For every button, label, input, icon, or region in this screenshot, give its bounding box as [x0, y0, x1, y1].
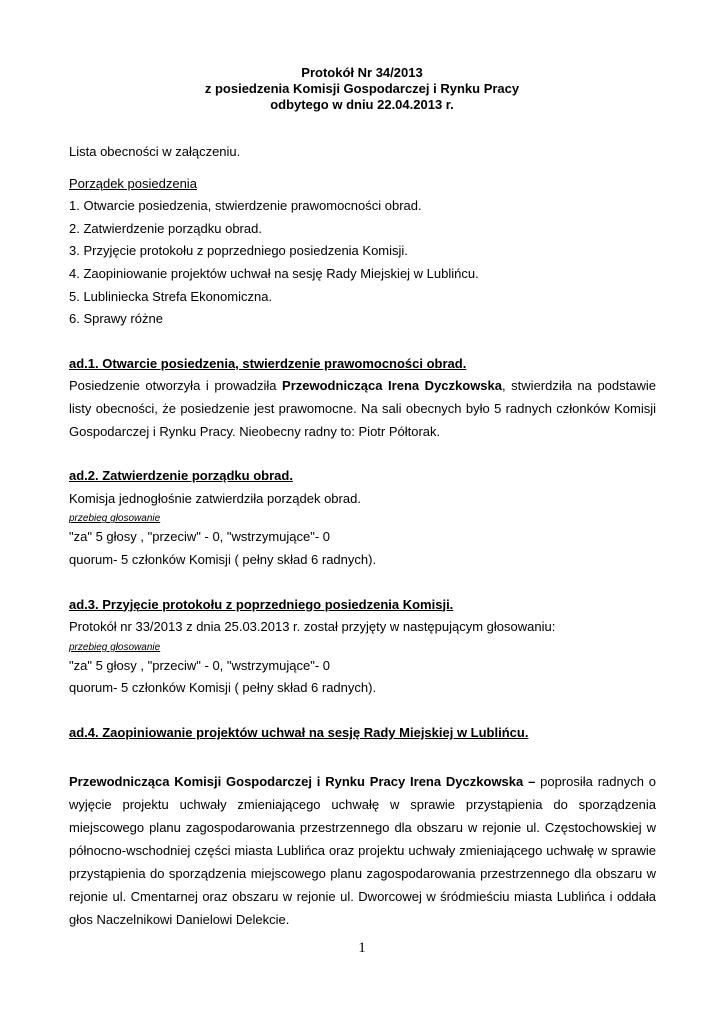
document-body — [69, 141, 656, 931]
ad4-paragraph — [69, 770, 656, 931]
attendance-note: Lista obecności w załączeniu. — [69, 144, 241, 159]
ad4-heading: ad.4. Zaopiniowanie projektów uchwał na sesję Rady Miejskiej w Lublińcu. — [69, 724, 529, 740]
ad3-votes: "za" 5 głosy , "przeciw" - 0, "wstrzymujące"- 0 — [69, 657, 331, 673]
agenda-item: 3. Przyjęcie protokołu z poprzedniego posiedzenia Komisji. — [69, 243, 408, 259]
ad1-heading: ad.1. Otwarcie posiedzenia, stwierdzenie prawomocności obrad. — [69, 355, 467, 371]
agenda-title: Porządek posiedzenia — [69, 175, 197, 191]
agenda-item: 6. Sprawy różne — [69, 311, 163, 327]
agenda-item: 2. Zatwierdzenie porządku obrad. — [69, 220, 262, 236]
ad1-text-start: Posiedzenie otworzyła i prowadziła — [69, 378, 283, 394]
protocol-title: Protokół Nr 34/2013 — [301, 65, 423, 80]
agenda-item: 4. Zaopiniowanie projektów uchwał na sesję Rady Miejskiej w Lublińcu. — [69, 265, 479, 281]
ad1-text-end: , stwierdziła na podstawie listy obecności, że posiedzenie jest prawomocne. Na sali obecnych było 5 radnych członków Komisji Gospodarczej i Rynku Pracy. Nieobecny radny to: Piotr Półtorak. — [69, 378, 656, 439]
agenda-item: 1. Otwarcie posiedzenia, stwierdzenie prawomocności obrad. — [69, 198, 422, 214]
page-number: 1 — [358, 940, 366, 956]
ad2-text: Komisja jednogłośnie zatwierdziła porządek obrad. — [69, 490, 361, 506]
document-header — [0, 65, 724, 113]
ad1-paragraph — [69, 375, 656, 443]
ad3-text: Protokół nr 33/2013 z dnia 25.03.2013 r. został przyjęty w następującym głosowaniu: — [69, 619, 556, 635]
ad3-vote-label: przebieg głosowanie — [69, 641, 161, 653]
ad3-quorum: quorum- 5 członków Komisji ( pełny skład 6 radnych). — [69, 680, 377, 696]
ad4-text: poprosiła radnych o wyjęcie projektu uchwały zmieniającego uchwałę w sprawie przystąpienia do sporządzenia miejscowego planu zagospodarowania przestrzennego dla obszaru w rejonie ul. Częstochowskiej w północno-wschodniej części miasta Lublińca oraz projektu uchwały zmieniającego uchwałę w sprawie przystąpienia do sporządzenia miejscowego planu zagospodarowania przestrzennego dla obszaru w rejonie ul. Cmentarnej oraz obszaru w rejonie ul. Dworcowej w śródmieściu miasta Lublińca i oddała głos Naczelnikowi Danielowi Delekcie. — [69, 774, 656, 928]
protocol-date: odbytego w dniu 22.04.2013 r. — [270, 97, 454, 112]
ad4-chair-name: Przewodnicząca Komisji Gospodarczej i Rynku Pracy Irena Dyczkowska – — [69, 774, 536, 790]
ad2-quorum: quorum- 5 członków Komisji ( pełny skład 6 radnych). — [69, 551, 377, 567]
ad2-votes: "za" 5 głosy , "przeciw" - 0, "wstrzymujące"- 0 — [69, 529, 331, 545]
protocol-subtitle: z posiedzenia Komisji Gospodarczej i Rynku Pracy — [204, 81, 520, 96]
agenda-item: 5. Lubliniecka Strefa Ekonomiczna. — [69, 288, 273, 304]
ad3-heading: ad.3. Przyjęcie protokołu z poprzedniego posiedzenia Komisji. — [69, 596, 454, 612]
ad2-heading: ad.2. Zatwierdzenie porządku obrad. — [69, 468, 293, 484]
ad1-chair-name: Przewodnicząca Irena Dyczkowska — [282, 378, 502, 394]
ad2-vote-label: przebieg głosowanie — [69, 513, 161, 525]
